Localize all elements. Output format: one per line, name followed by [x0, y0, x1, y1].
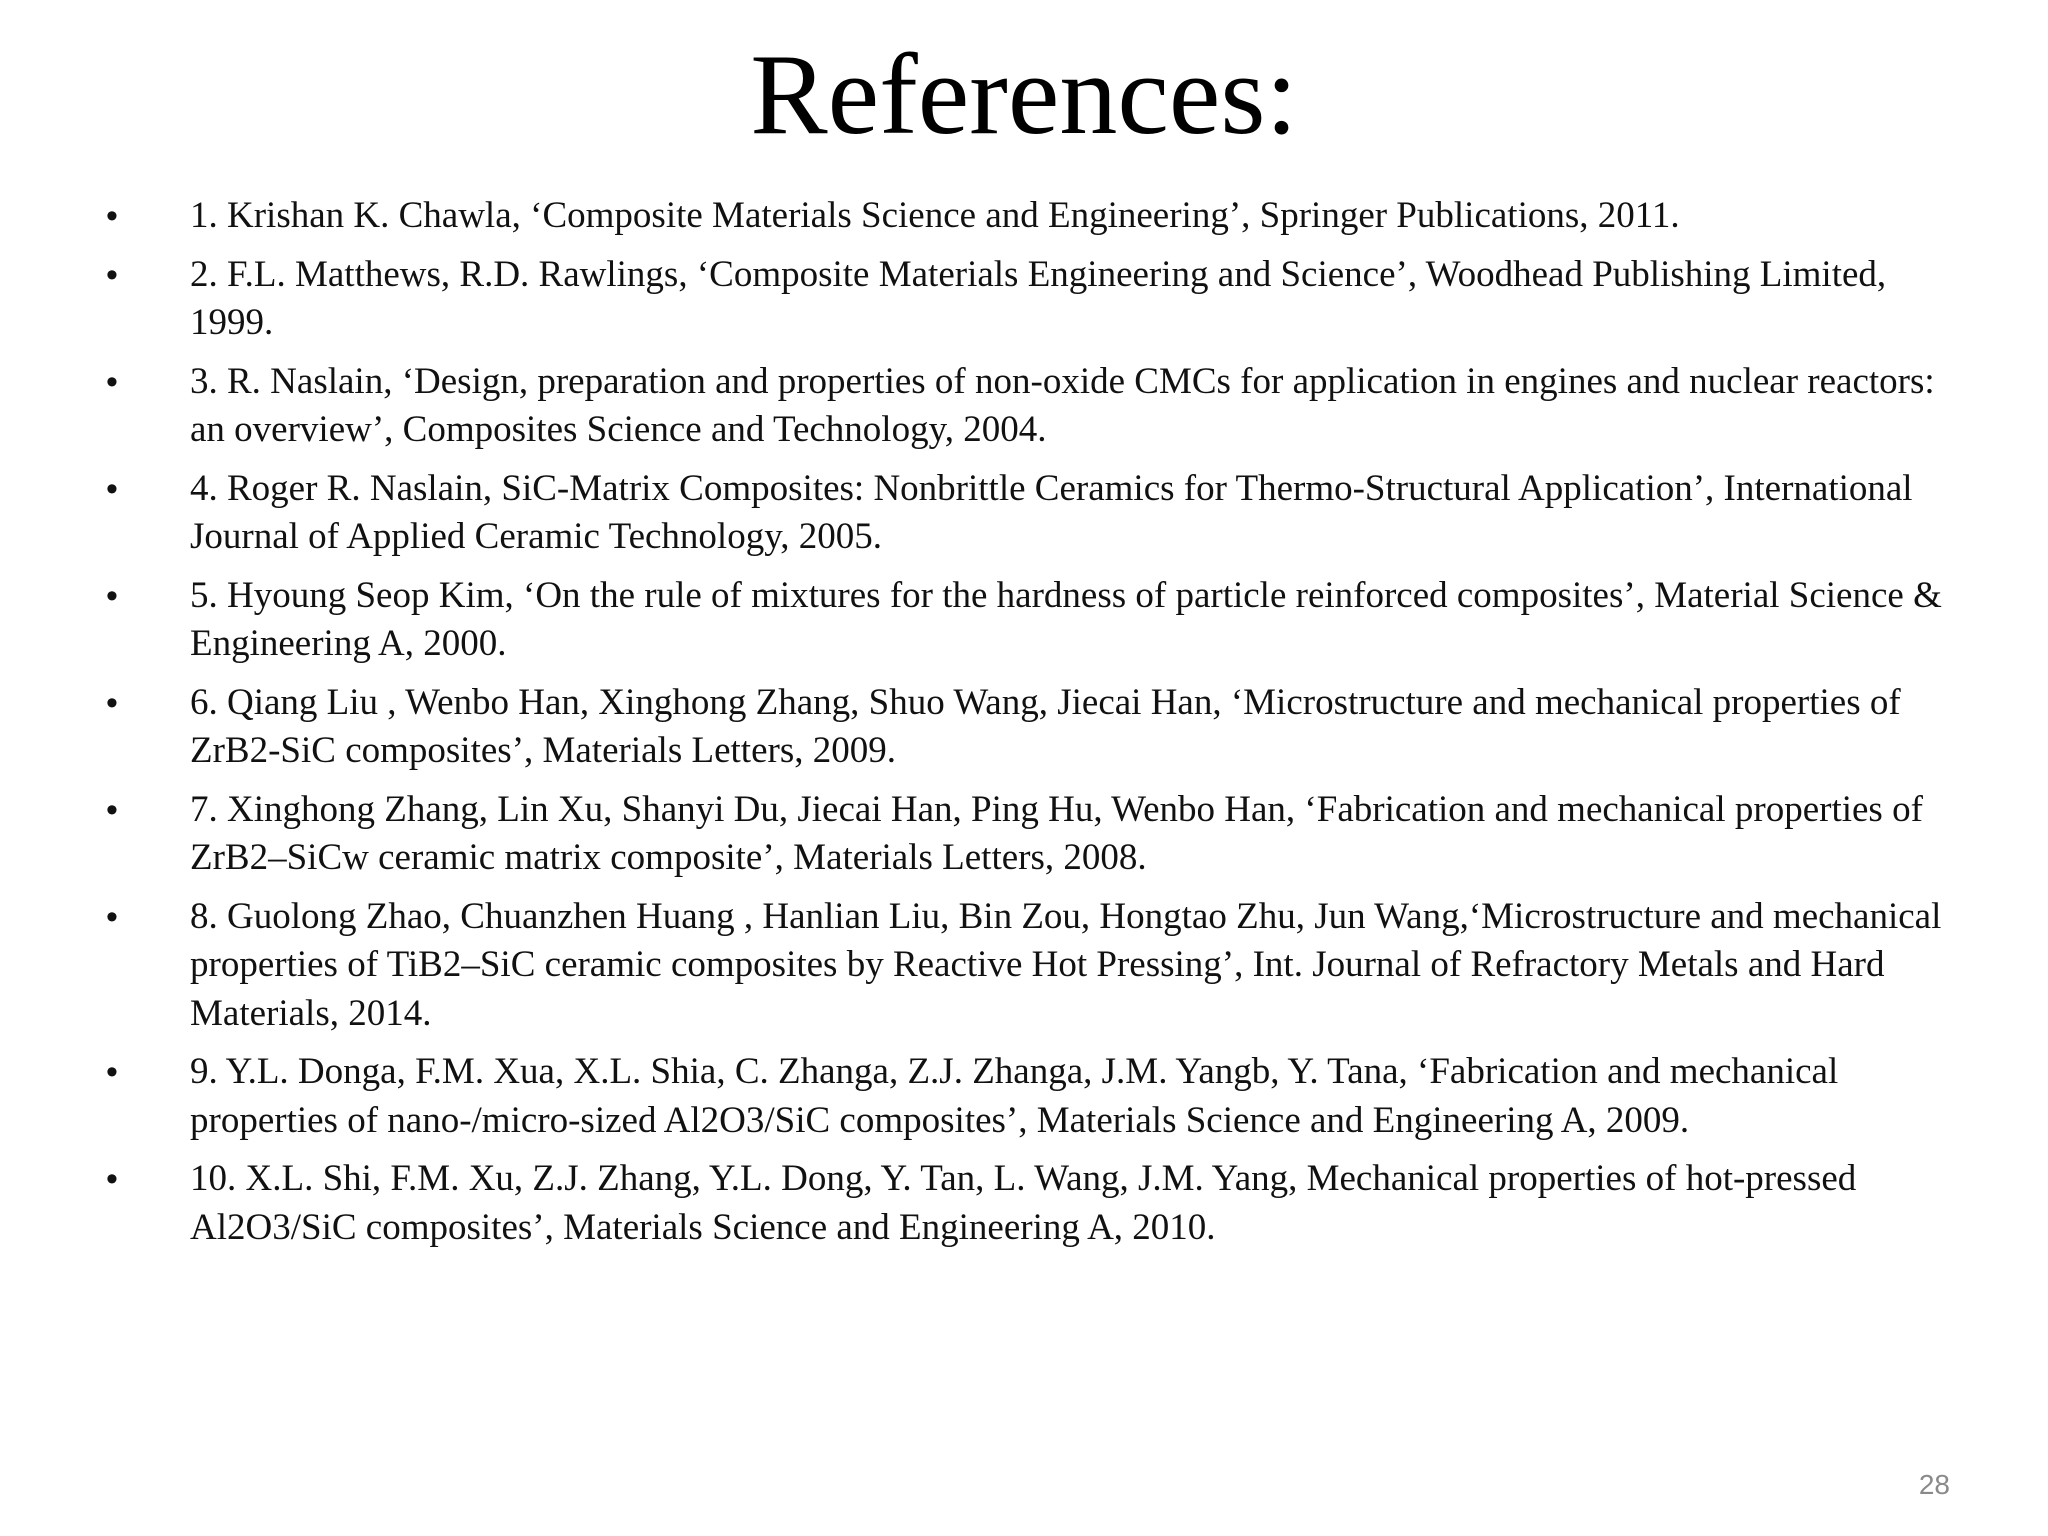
reference-text: 4. Roger R. Naslain, SiC-Matrix Composites: Nonbrittle Ceramics for Thermo-Structural Application’, International Journal of Applied Ceramic Technology, 2005.: [190, 467, 1913, 557]
bullet-icon: •: [106, 897, 118, 936]
reference-text: 3. R. Naslain, ‘Design, preparation and properties of non-oxide CMCs for application in engines and nuclear reactors: an overview’, Composites Science and Technology, 2004.: [190, 360, 1935, 450]
reference-item-9: [106, 1048, 1956, 1145]
bullet-icon: •: [106, 197, 118, 235]
bullet-icon: •: [106, 362, 118, 401]
bullet-icon: •: [106, 683, 118, 722]
reference-text: 1. Krishan K. Chawla, ‘Composite Materials Science and Engineering’, Springer Publications, 2011.: [190, 195, 1680, 236]
reference-item-6: [106, 679, 1956, 776]
slide-title: References:: [750, 31, 1298, 159]
reference-text: 8. Guolong Zhao, Chuanzhen Huang , Hanlian Liu, Bin Zou, Hongtao Zhu, Jun Wang,‘Microstructure and mechanical properties of TiB2–SiC ceramic composites by Reactive Hot Pressing’, Int. Journal of Refractory Metals and Hard Materials, 2014.: [190, 895, 1942, 1034]
reference-item-10: [106, 1155, 1956, 1252]
reference-item-3: [106, 358, 1956, 455]
reference-text: 7. Xinghong Zhang, Lin Xu, Shanyi Du, Jiecai Han, Ping Hu, Wenbo Han, ‘Fabrication and mechanical properties of ZrB2–SiCw ceramic matrix composite’, Materials Letters, 2008.: [190, 788, 1923, 878]
bullet-icon: •: [106, 576, 118, 615]
reference-item-8: [106, 893, 1956, 1039]
bullet-icon: •: [106, 469, 118, 508]
reference-text: 2. F.L. Matthews, R.D. Rawlings, ‘Composite Materials Engineering and Science’, Woodhead Publishing Limited, 1999.: [190, 253, 1887, 343]
bullet-icon: •: [106, 255, 118, 294]
reference-text: 9. Y.L. Donga, F.M. Xua, X.L. Shia, C. Zhanga, Z.J. Zhanga, J.M. Yangb, Y. Tana, ‘Fabrication and mechanical properties of nano-/micro-sized Al2O3/SiC composites’, Materials Science and Engineering A, 2009.: [190, 1051, 1839, 1141]
page-number: 28: [1918, 1469, 1950, 1500]
bullet-icon: •: [106, 790, 118, 829]
references-list: [106, 192, 1956, 1262]
reference-item-2: [106, 251, 1956, 348]
reference-item-7: [106, 786, 1956, 883]
reference-text: 10. X.L. Shi, F.M. Xu, Z.J. Zhang, Y.L. Dong, Y. Tan, L. Wang, J.M. Yang, Mechanical properties of hot-pressed Al2O3/SiC composites’, Materials Science and Engineering A, 2010.: [190, 1158, 1857, 1248]
bullet-icon: •: [106, 1160, 118, 1198]
reference-item-4: [106, 465, 1956, 562]
reference-text: 6. Qiang Liu , Wenbo Han, Xinghong Zhang, Shuo Wang, Jiecai Han, ‘Microstructure and mechanical properties of ZrB2-SiC composites’, Materials Letters, 2009.: [190, 681, 1901, 771]
reference-item-1: [106, 192, 1956, 241]
bullet-icon: •: [106, 1053, 118, 1091]
reference-item-5: [106, 572, 1956, 669]
reference-text: 5. Hyoung Seop Kim, ‘On the rule of mixtures for the hardness of particle reinforced composites’, Material Science & Engineering A, 2000.: [190, 574, 1942, 664]
